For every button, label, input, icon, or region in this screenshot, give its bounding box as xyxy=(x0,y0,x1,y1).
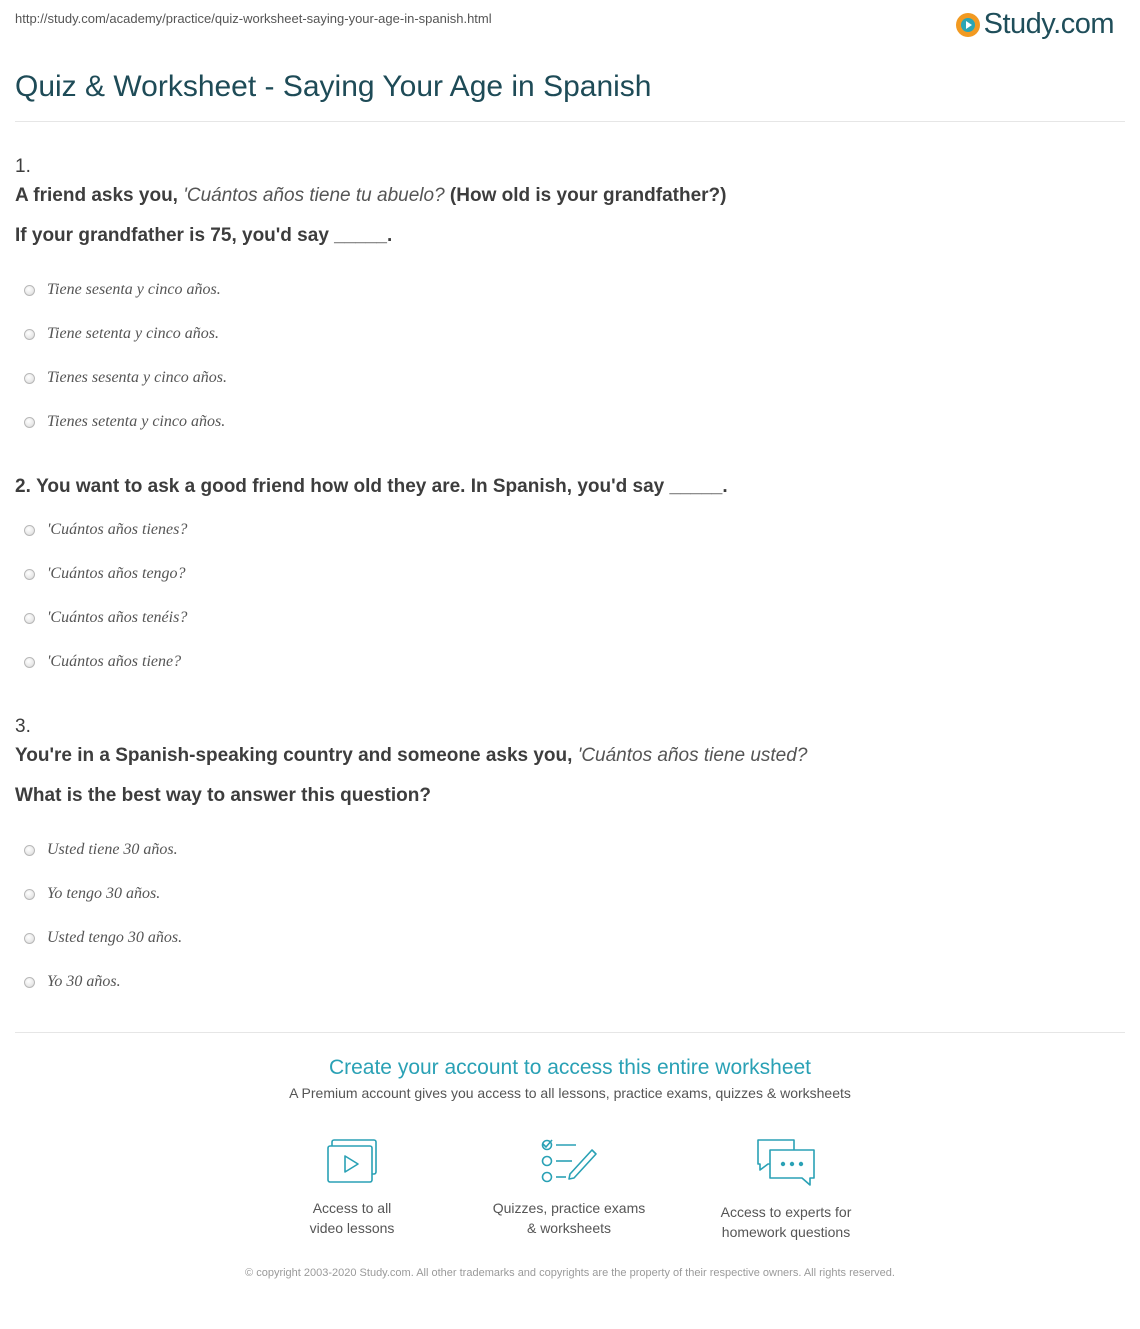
question-3-spanish: 'Cuántos años tiene usted? xyxy=(577,745,808,766)
feature-experts xyxy=(686,1138,886,1242)
question-2-choice-3[interactable] xyxy=(24,608,187,628)
choice-label: Tiene setenta y cinco años. xyxy=(47,325,219,342)
choice-label: Usted tiene 30 años. xyxy=(47,841,178,858)
choice-label: 'Cuántos años tenéis? xyxy=(47,609,188,626)
question-3-prompt xyxy=(15,745,807,767)
radio-button[interactable] xyxy=(24,977,35,988)
question-2-choice-1[interactable] xyxy=(24,520,187,540)
choice-label: Usted tengo 30 años. xyxy=(47,929,183,946)
question-1-spanish: 'Cuántos años tiene tu abuelo? xyxy=(183,185,445,206)
question-3-line2 xyxy=(15,785,431,807)
question-3-choice-4[interactable] xyxy=(24,972,121,992)
logo-text: Study.com xyxy=(983,8,1114,40)
radio-button[interactable] xyxy=(24,525,35,536)
choice-label: 'Cuántos años tienes? xyxy=(47,521,188,538)
question-2-prompt xyxy=(15,476,728,498)
question-1-prefix: A friend asks you, xyxy=(15,185,184,206)
radio-button[interactable] xyxy=(24,613,35,624)
copyright-notice: © copyright 2003-2020 Study.com. All other trademarks and copyrights are the property of their respective owners. All rights reserved. xyxy=(245,1267,895,1279)
choice-label: Tiene sesenta y cinco años. xyxy=(47,281,221,298)
question-1-line2 xyxy=(15,225,392,247)
premium-description: A Premium account gives you access to all lessons, practice exams, quizzes & worksheets xyxy=(289,1085,851,1101)
feature-label: Quizzes, practice exams & worksheets xyxy=(492,1200,646,1236)
chat-experts-icon xyxy=(754,1138,818,1188)
question-2-number: 2. xyxy=(15,476,31,497)
feature-quizzes xyxy=(469,1138,669,1238)
study-logo[interactable] xyxy=(956,8,1114,41)
choice-label: 'Cuántos años tiene? xyxy=(47,653,182,670)
choice-label: Yo 30 años. xyxy=(47,973,121,990)
video-lessons-icon xyxy=(326,1138,378,1184)
choice-label: 'Cuántos años tengo? xyxy=(47,565,186,582)
question-1-choice-4[interactable] xyxy=(24,412,225,432)
choice-label: Yo tengo 30 años. xyxy=(47,885,161,902)
radio-button[interactable] xyxy=(24,933,35,944)
page-url[interactable]: http://study.com/academy/practice/quiz-worksheet-saying-your-age-in-spanish.html xyxy=(15,11,492,26)
radio-button[interactable] xyxy=(24,373,35,384)
question-3-number: 3. xyxy=(15,716,31,737)
choice-label: Tienes setenta y cinco años. xyxy=(47,413,226,430)
question-3-choice-1[interactable] xyxy=(24,840,178,860)
study-play-logo-icon xyxy=(956,13,980,37)
question-3-choice-3[interactable] xyxy=(24,928,182,948)
quiz-checklist-icon xyxy=(540,1138,598,1184)
feature-label: Access to experts for homework questions xyxy=(720,1204,852,1240)
create-account-link[interactable]: Create your account to access this entire worksheet xyxy=(328,1056,812,1079)
question-1-choice-1[interactable] xyxy=(24,280,221,300)
quiz-divider xyxy=(15,1032,1125,1033)
question-3-prefix: You're in a Spanish-speaking country and someone asks you, xyxy=(15,745,578,766)
question-1-number: 1. xyxy=(15,156,31,177)
question-2-choice-2[interactable] xyxy=(24,564,186,584)
feature-label: Access to all video lessons xyxy=(309,1200,395,1236)
radio-button[interactable] xyxy=(24,889,35,900)
radio-button[interactable] xyxy=(24,417,35,428)
radio-button[interactable] xyxy=(24,569,35,580)
title-divider xyxy=(15,121,1125,122)
question-1-choice-2[interactable] xyxy=(24,324,219,344)
radio-button[interactable] xyxy=(24,657,35,668)
radio-button[interactable] xyxy=(24,329,35,340)
question-2-text: You want to ask a good friend how old they are. In Spanish, you'd say _____. xyxy=(36,476,728,497)
question-1-line2-text: If your grandfather is 75, you'd say _____. xyxy=(15,225,393,246)
radio-button[interactable] xyxy=(24,285,35,296)
question-2-choice-4[interactable] xyxy=(24,652,181,672)
question-3-line2-text: What is the best way to answer this question? xyxy=(15,785,431,806)
page-title: Quiz & Worksheet - Saying Your Age in Spanish xyxy=(15,70,652,103)
radio-button[interactable] xyxy=(24,845,35,856)
question-3-choice-2[interactable] xyxy=(24,884,160,904)
feature-video-lessons xyxy=(252,1138,452,1238)
top-bar xyxy=(0,0,1140,50)
choice-label: Tienes sesenta y cinco años. xyxy=(47,369,227,386)
question-1-prompt xyxy=(15,185,726,207)
question-1-suffix: (How old is your grandfather?) xyxy=(444,185,727,206)
question-1-choice-3[interactable] xyxy=(24,368,227,388)
